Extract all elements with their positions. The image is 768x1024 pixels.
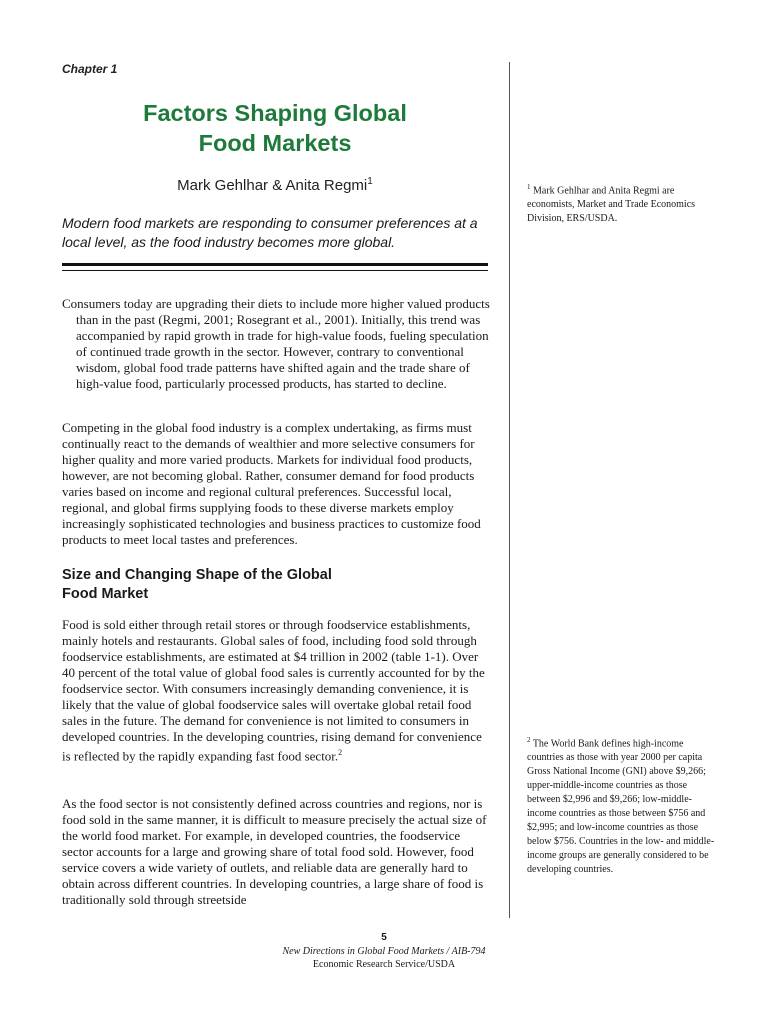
- title-line-1: Factors Shaping Global: [143, 100, 407, 126]
- footnote-2: [527, 733, 717, 877]
- section-text-2: [62, 796, 492, 908]
- section-heading-line-2: Food Market: [62, 586, 149, 602]
- paragraph-2: Competing in the global food industry is a complex undertaking, as firms must continually react to the demands of wealthier and more selective consumers for higher quality and more varied products. Markets for individual food products, however, are not becoming global. Rather, consumer demand for food products varies based on income and regional cultural preferences. Successful local, regional, and global firms supplying foods to these diverse markets employ increasingly sophisticated technologies and business practices to customize food products to meet local tastes and preferences.: [62, 420, 481, 547]
- intro-text: [62, 296, 492, 392]
- chapter-label: Chapter 1: [62, 62, 118, 76]
- author-line: [62, 176, 488, 194]
- title-line-2: Food Markets: [198, 130, 352, 156]
- paragraph-3-footnote-mark: 2: [338, 748, 343, 757]
- abstract: Modern food markets are responding to consumer preferences at a local level, as the food industry becomes more global.: [62, 215, 478, 250]
- footnote-1: [527, 180, 717, 226]
- paragraph-3-text: Food is sold either through retail stores or through foodservice establishments, mainly hotels and restaurants. Global sales of food, including food sold through foodservice establishments, are estimated at $4 trillion in 2002 (table 1-1). Over 40 percent of the total value of global food sales is currently accounted for by the foodservice sector. With consumers increasingly demanding convenience, it is likely that the value of global foodservice sales will overtake global retail food sales in the future. The demand for convenience is not limited to consumers in developed countries. In the developing countries, rising demand for convenience is reflected by the rapidly expanding fast food sector.: [62, 617, 485, 764]
- divider-rule-thin: [62, 270, 488, 271]
- authors-footnote-mark: 1: [367, 176, 373, 187]
- intro-text-2: [62, 420, 492, 548]
- footnote-2-mark: 2: [527, 736, 531, 744]
- page-number: 5: [381, 932, 387, 943]
- section-text: [62, 617, 492, 764]
- section-heading: [62, 566, 492, 604]
- paragraph-4: As the food sector is not consistently defined across countries and regions, nor is food sold in the same manner, it is difficult to measure precisely the actual size of the world food market. For example, in developed countries, the foodservice sector accounts for a large and growing share of total food sold. However, food service covers a wide variety of outlets, and reliable data are generally hard to obtain across different countries. In developing countries, a large share of food is traditionally sold through streetside: [62, 796, 487, 907]
- chapter-title: [62, 98, 488, 158]
- footnote-1-text: Mark Gehlhar and Anita Regmi are economists, Market and Trade Economics Division, ERS/USDA.: [527, 185, 696, 225]
- paragraph-1: Consumers today are upgrading their diets to include more higher valued products than in the past (Regmi, 2001; Rosegrant et al., 2001). Initially, this trend was accompanied by rapid growth in trade for high-value foods, fueling speculation of continued trade growth in the sector. However, contrary to conventional wisdom, global food trade patterns have shifted again and the trade share of high-value food, particularly processed products, has started to decline.: [62, 296, 490, 391]
- footer-publication: New Directions in Global Food Markets / AIB-794: [282, 946, 486, 957]
- section-heading-line-1: Size and Changing Shape of the Global: [62, 567, 332, 583]
- paragraph-3: [62, 617, 492, 764]
- column-divider: [509, 62, 510, 918]
- footer-agency: Economic Research Service/USDA: [312, 959, 456, 970]
- footnote-1-mark: 1: [527, 183, 531, 191]
- divider-rule-thick: [62, 263, 488, 266]
- authors-names: Mark Gehlhar & Anita Regmi: [177, 177, 368, 194]
- footnote-2-text: The World Bank defines high-income countries as those with year 2000 per capita Gross National Income (GNI) above $9,266; upper-middle-income countries as those between $2,996 and $9,266; low-middle-income countries as those between $756 and $2,995; and low-income countries as those below $756. Countries in the low- and middle-income groups are generally considered to be developing countries.: [527, 738, 715, 876]
